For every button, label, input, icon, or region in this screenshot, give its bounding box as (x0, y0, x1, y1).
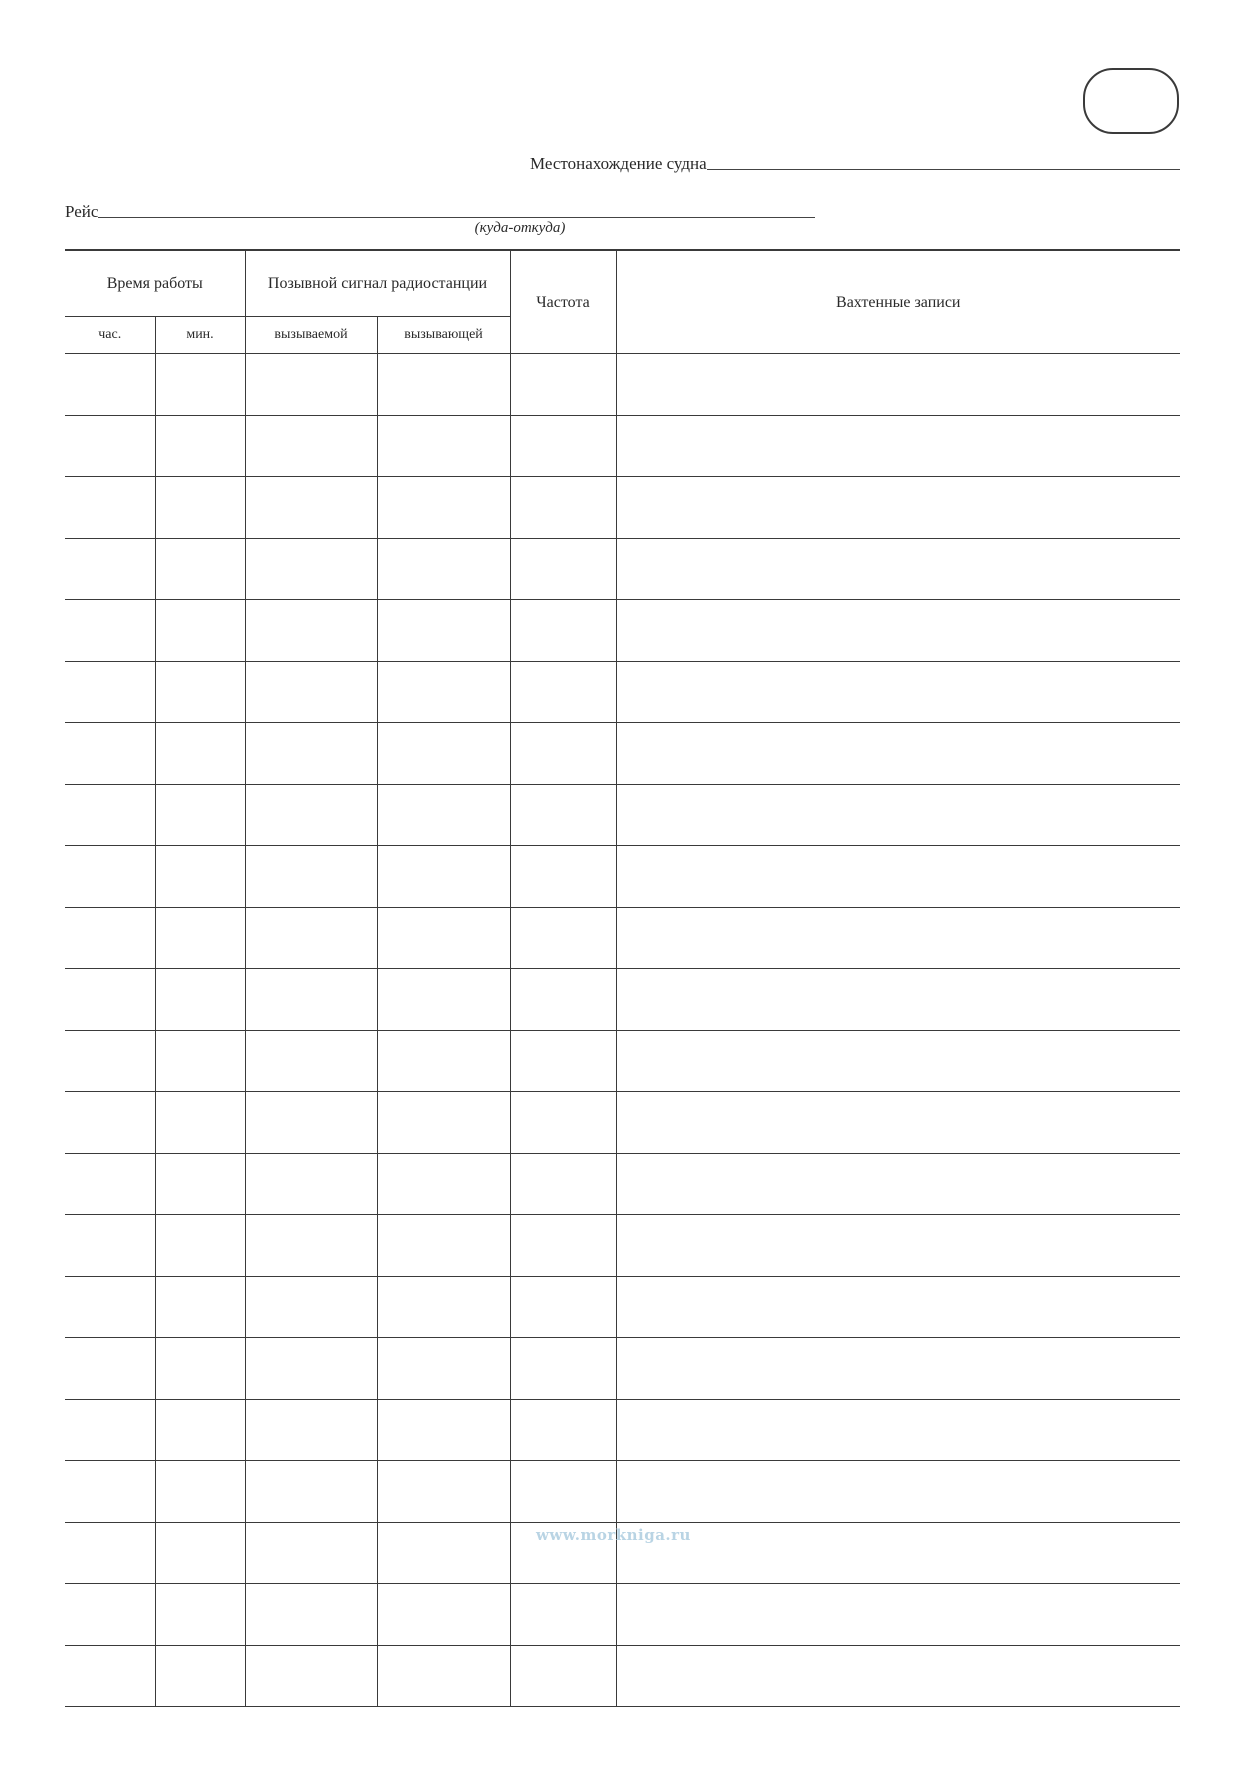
watch-records-header: Вахтенные записи (616, 250, 1180, 354)
hours-cell[interactable] (65, 1153, 155, 1215)
watch-record-cell[interactable] (616, 415, 1180, 477)
watch-record-cell[interactable] (616, 661, 1180, 723)
radio-log-table (65, 249, 1180, 1707)
called-station-cell[interactable] (245, 538, 377, 600)
hours-cell[interactable] (65, 969, 155, 1031)
hours-cell[interactable] (65, 477, 155, 539)
frequency-cell[interactable] (510, 600, 616, 662)
minutes-cell[interactable] (155, 1153, 245, 1215)
watch-record-cell[interactable] (616, 1399, 1180, 1461)
minutes-cell[interactable] (155, 969, 245, 1031)
hours-cell[interactable] (65, 354, 155, 416)
called-station-cell[interactable] (245, 354, 377, 416)
minutes-cell[interactable] (155, 1030, 245, 1092)
call-sign-header: Позывной сигнал радиостанции (245, 250, 510, 317)
calling-station-cell[interactable] (377, 1461, 510, 1523)
table-row (65, 1338, 1180, 1400)
table-row (65, 1215, 1180, 1277)
called-station-cell[interactable] (245, 846, 377, 908)
watch-record-cell[interactable] (616, 1522, 1180, 1584)
hours-header: час. (65, 317, 155, 354)
table-row (65, 907, 1180, 969)
calling-station-cell[interactable] (377, 1645, 510, 1707)
page-number-box (1083, 68, 1179, 134)
minutes-cell[interactable] (155, 907, 245, 969)
calling-station-cell[interactable] (377, 1276, 510, 1338)
frequency-cell[interactable] (510, 538, 616, 600)
called-station-cell[interactable] (245, 1645, 377, 1707)
calling-station-cell[interactable] (377, 784, 510, 846)
hours-cell[interactable] (65, 846, 155, 908)
table-row (65, 600, 1180, 662)
minutes-cell[interactable] (155, 846, 245, 908)
ship-location-blank[interactable] (707, 168, 1180, 170)
called-station-cell[interactable] (245, 969, 377, 1031)
table-row (65, 1092, 1180, 1154)
frequency-cell[interactable] (510, 661, 616, 723)
watch-record-cell[interactable] (616, 1645, 1180, 1707)
minutes-cell[interactable] (155, 415, 245, 477)
called-station-header: вызываемой (245, 317, 377, 354)
table-row (65, 1030, 1180, 1092)
called-station-cell[interactable] (245, 1461, 377, 1523)
hours-cell[interactable] (65, 1461, 155, 1523)
watch-record-cell[interactable] (616, 538, 1180, 600)
minutes-cell[interactable] (155, 600, 245, 662)
calling-station-cell[interactable] (377, 1584, 510, 1646)
watch-record-cell[interactable] (616, 477, 1180, 539)
ship-location-field (530, 150, 1180, 174)
voyage-field (65, 198, 815, 222)
frequency-cell[interactable] (510, 846, 616, 908)
called-station-cell[interactable] (245, 784, 377, 846)
frequency-cell[interactable] (510, 1215, 616, 1277)
table-row (65, 538, 1180, 600)
calling-station-header: вызывающей (377, 317, 510, 354)
table-row (65, 784, 1180, 846)
minutes-cell[interactable] (155, 723, 245, 785)
hours-cell[interactable] (65, 538, 155, 600)
watermark: www.morkniga.ru (536, 1526, 691, 1544)
hours-cell[interactable] (65, 1399, 155, 1461)
table-row (65, 477, 1180, 539)
minutes-cell[interactable] (155, 1584, 245, 1646)
watch-record-cell[interactable] (616, 846, 1180, 908)
watch-record-cell[interactable] (616, 1153, 1180, 1215)
minutes-cell[interactable] (155, 1399, 245, 1461)
calling-station-cell[interactable] (377, 907, 510, 969)
watch-record-cell[interactable] (616, 1461, 1180, 1523)
called-station-cell[interactable] (245, 600, 377, 662)
watch-record-cell[interactable] (616, 1584, 1180, 1646)
minutes-cell[interactable] (155, 1338, 245, 1400)
minutes-cell[interactable] (155, 784, 245, 846)
called-station-cell[interactable] (245, 1522, 377, 1584)
calling-station-cell[interactable] (377, 415, 510, 477)
called-station-cell[interactable] (245, 907, 377, 969)
called-station-cell[interactable] (245, 1399, 377, 1461)
table-header-row (65, 250, 1180, 317)
calling-station-cell[interactable] (377, 1399, 510, 1461)
calling-station-cell[interactable] (377, 600, 510, 662)
hours-cell[interactable] (65, 1276, 155, 1338)
watch-record-cell[interactable] (616, 1030, 1180, 1092)
called-station-cell[interactable] (245, 661, 377, 723)
calling-station-cell[interactable] (377, 661, 510, 723)
table-row (65, 1276, 1180, 1338)
hours-cell[interactable] (65, 1338, 155, 1400)
watch-record-cell[interactable] (616, 723, 1180, 785)
hours-cell[interactable] (65, 661, 155, 723)
called-station-cell[interactable] (245, 1030, 377, 1092)
hours-cell[interactable] (65, 723, 155, 785)
hours-cell[interactable] (65, 1092, 155, 1154)
table-row (65, 1461, 1180, 1523)
table-row (65, 1645, 1180, 1707)
table-row (65, 661, 1180, 723)
called-station-cell[interactable] (245, 477, 377, 539)
calling-station-cell[interactable] (377, 1153, 510, 1215)
called-station-cell[interactable] (245, 1276, 377, 1338)
frequency-cell[interactable] (510, 969, 616, 1031)
called-station-cell[interactable] (245, 1215, 377, 1277)
calling-station-cell[interactable] (377, 1522, 510, 1584)
called-station-cell[interactable] (245, 415, 377, 477)
table-row (65, 1153, 1180, 1215)
minutes-cell[interactable] (155, 1215, 245, 1277)
hours-cell[interactable] (65, 907, 155, 969)
table-body (65, 354, 1180, 1707)
watch-record-cell[interactable] (616, 1276, 1180, 1338)
minutes-cell[interactable] (155, 538, 245, 600)
hours-cell[interactable] (65, 1215, 155, 1277)
table-row (65, 354, 1180, 416)
minutes-cell[interactable] (155, 1092, 245, 1154)
frequency-cell[interactable] (510, 723, 616, 785)
voyage-label: Рейс (65, 202, 99, 221)
frequency-cell[interactable] (510, 1584, 616, 1646)
table-row (65, 969, 1180, 1031)
table-row (65, 723, 1180, 785)
voyage-blank[interactable] (98, 216, 815, 218)
calling-station-cell[interactable] (377, 846, 510, 908)
table-row (65, 1399, 1180, 1461)
calling-station-cell[interactable] (377, 1338, 510, 1400)
calling-station-cell[interactable] (377, 538, 510, 600)
hours-cell[interactable] (65, 1584, 155, 1646)
frequency-cell[interactable] (510, 1645, 616, 1707)
frequency-cell[interactable] (510, 1092, 616, 1154)
voyage-hint: (куда-откуда) (474, 220, 566, 236)
watch-record-cell[interactable] (616, 907, 1180, 969)
calling-station-cell[interactable] (377, 1030, 510, 1092)
ship-location-label: Местонахождение судна (530, 154, 707, 173)
frequency-cell[interactable] (510, 1030, 616, 1092)
watch-record-cell[interactable] (616, 600, 1180, 662)
hours-cell[interactable] (65, 1522, 155, 1584)
frequency-cell[interactable] (510, 1461, 616, 1523)
calling-station-cell[interactable] (377, 1215, 510, 1277)
table-row (65, 1584, 1180, 1646)
calling-station-cell[interactable] (377, 1092, 510, 1154)
called-station-cell[interactable] (245, 1153, 377, 1215)
called-station-cell[interactable] (245, 1338, 377, 1400)
called-station-cell[interactable] (245, 1092, 377, 1154)
watch-record-cell[interactable] (616, 1338, 1180, 1400)
hours-cell[interactable] (65, 784, 155, 846)
calling-station-cell[interactable] (377, 354, 510, 416)
minutes-cell[interactable] (155, 1522, 245, 1584)
called-station-cell[interactable] (245, 723, 377, 785)
watch-record-cell[interactable] (616, 1215, 1180, 1277)
minutes-cell[interactable] (155, 1645, 245, 1707)
watch-record-cell[interactable] (616, 969, 1180, 1031)
hours-cell[interactable] (65, 1030, 155, 1092)
hours-cell[interactable] (65, 1645, 155, 1707)
table-row (65, 846, 1180, 908)
frequency-cell[interactable] (510, 1399, 616, 1461)
work-time-header: Время работы (65, 250, 245, 317)
watch-record-cell[interactable] (616, 1092, 1180, 1154)
frequency-cell[interactable] (510, 477, 616, 539)
frequency-cell[interactable] (510, 1338, 616, 1400)
minutes-header: мин. (155, 317, 245, 354)
minutes-cell[interactable] (155, 1461, 245, 1523)
frequency-cell[interactable] (510, 1276, 616, 1338)
watch-record-cell[interactable] (616, 354, 1180, 416)
frequency-cell[interactable] (510, 1153, 616, 1215)
calling-station-cell[interactable] (377, 969, 510, 1031)
hours-cell[interactable] (65, 600, 155, 662)
minutes-cell[interactable] (155, 661, 245, 723)
frequency-cell[interactable] (510, 415, 616, 477)
frequency-cell[interactable] (510, 354, 616, 416)
minutes-cell[interactable] (155, 1276, 245, 1338)
calling-station-cell[interactable] (377, 477, 510, 539)
calling-station-cell[interactable] (377, 723, 510, 785)
minutes-cell[interactable] (155, 354, 245, 416)
watch-record-cell[interactable] (616, 784, 1180, 846)
table-row (65, 415, 1180, 477)
frequency-cell[interactable] (510, 784, 616, 846)
hours-cell[interactable] (65, 415, 155, 477)
frequency-header: Частота (510, 250, 616, 354)
called-station-cell[interactable] (245, 1584, 377, 1646)
minutes-cell[interactable] (155, 477, 245, 539)
frequency-cell[interactable] (510, 907, 616, 969)
